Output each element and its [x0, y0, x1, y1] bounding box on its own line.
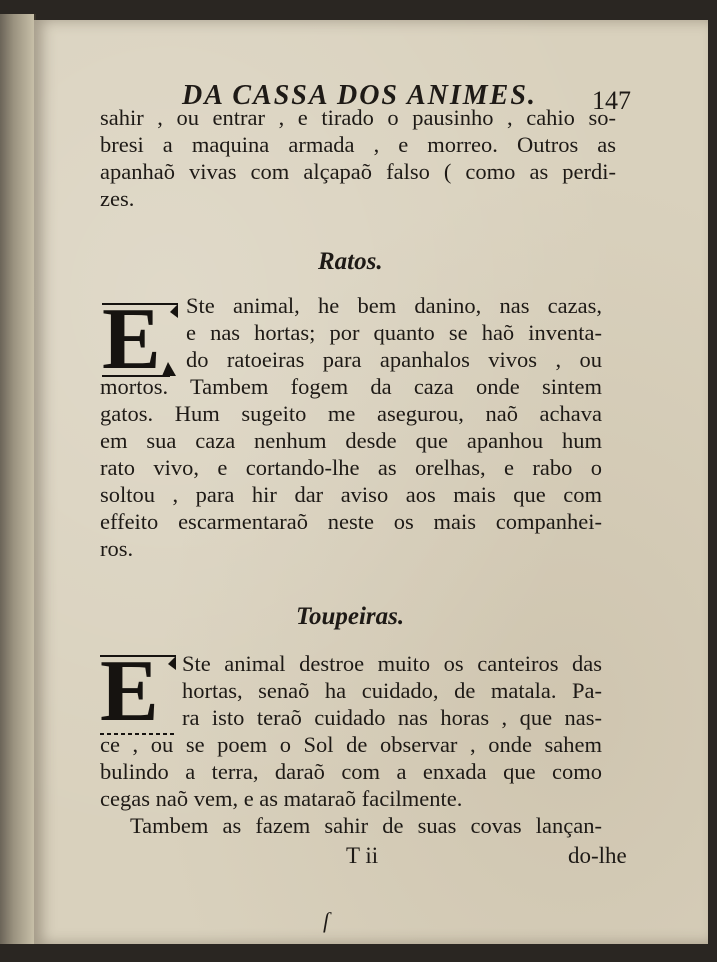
text-line: soltou , para hir dar aviso aos mais que com	[100, 482, 602, 507]
intro-paragraph	[100, 104, 616, 212]
text-line: bulindo a terra, daraõ com a enxada que como	[100, 759, 602, 784]
text-line: cegas naõ vem, e as mataraõ facilmente.	[100, 786, 463, 811]
text-line: ce , ou se poem o Sol de observar , onde sahem	[100, 732, 602, 757]
dropcap-toupeiras: E	[100, 643, 159, 740]
text-line: apanhaõ vivas com alçapaõ falso ( como as perdi-	[100, 159, 616, 184]
text-line: Ste animal destroe muito os canteiros das	[182, 651, 602, 676]
signature-mark: T ii	[346, 843, 379, 868]
toupeiras-lines-full	[100, 731, 602, 839]
text-line: hortas, senaõ ha cuidado, de matala. Pa-	[182, 678, 602, 703]
text-line: ros.	[100, 536, 134, 561]
text-line: bresi a maquina armada , e morreo. Outros as	[100, 132, 616, 157]
text-line: do ratoeiras para apanhalos vivos , ou	[186, 347, 602, 372]
text-line: rato vivo, e cortando-lhe as orelhas, e rabo o	[100, 455, 602, 480]
toupeiras-lines-indented	[182, 650, 602, 731]
section-heading-ratos: Ratos.	[318, 248, 383, 275]
text-line: effeito escarmentaraõ neste os mais companhei-	[100, 509, 602, 534]
text-line: sahir , ou entrar , e tirado o pausinho , cahio so-	[100, 105, 616, 130]
facing-page-edge	[0, 14, 36, 944]
text-line: Tambem as fazem sahir de suas covas lançan-	[130, 813, 602, 838]
dropcap-ornament-toupeiras	[98, 643, 178, 740]
page-number: 147	[592, 86, 631, 115]
text-line: e nas hortas; por quanto se haõ inventa-	[186, 320, 602, 345]
dropcap-ratos: E	[102, 291, 161, 388]
bottom-mark: ſ	[323, 908, 330, 933]
text-line: Ste animal, he bem danino, nas cazas,	[186, 293, 602, 318]
text-line: zes.	[100, 186, 135, 211]
running-head: DA CASSA DOS ANIMES.	[182, 80, 537, 111]
text-line: gatos. Hum sugeito me asegurou, naõ achava	[100, 401, 602, 426]
dropcap-ornament-ratos	[100, 291, 180, 388]
text-line: em sua caza nenhum desde que apanhou hum	[100, 428, 602, 453]
section-heading-toupeiras: Toupeiras.	[296, 603, 405, 630]
book-page	[34, 20, 708, 944]
ratos-lines-indented	[186, 292, 602, 373]
text-line: ra isto teraõ cuidado nas horas , que nas-	[182, 705, 602, 730]
catchword: do-lhe	[568, 843, 627, 868]
ratos-lines-full	[100, 373, 602, 562]
text-line: mortos. Tambem fogem da caza onde sintem	[100, 374, 602, 399]
